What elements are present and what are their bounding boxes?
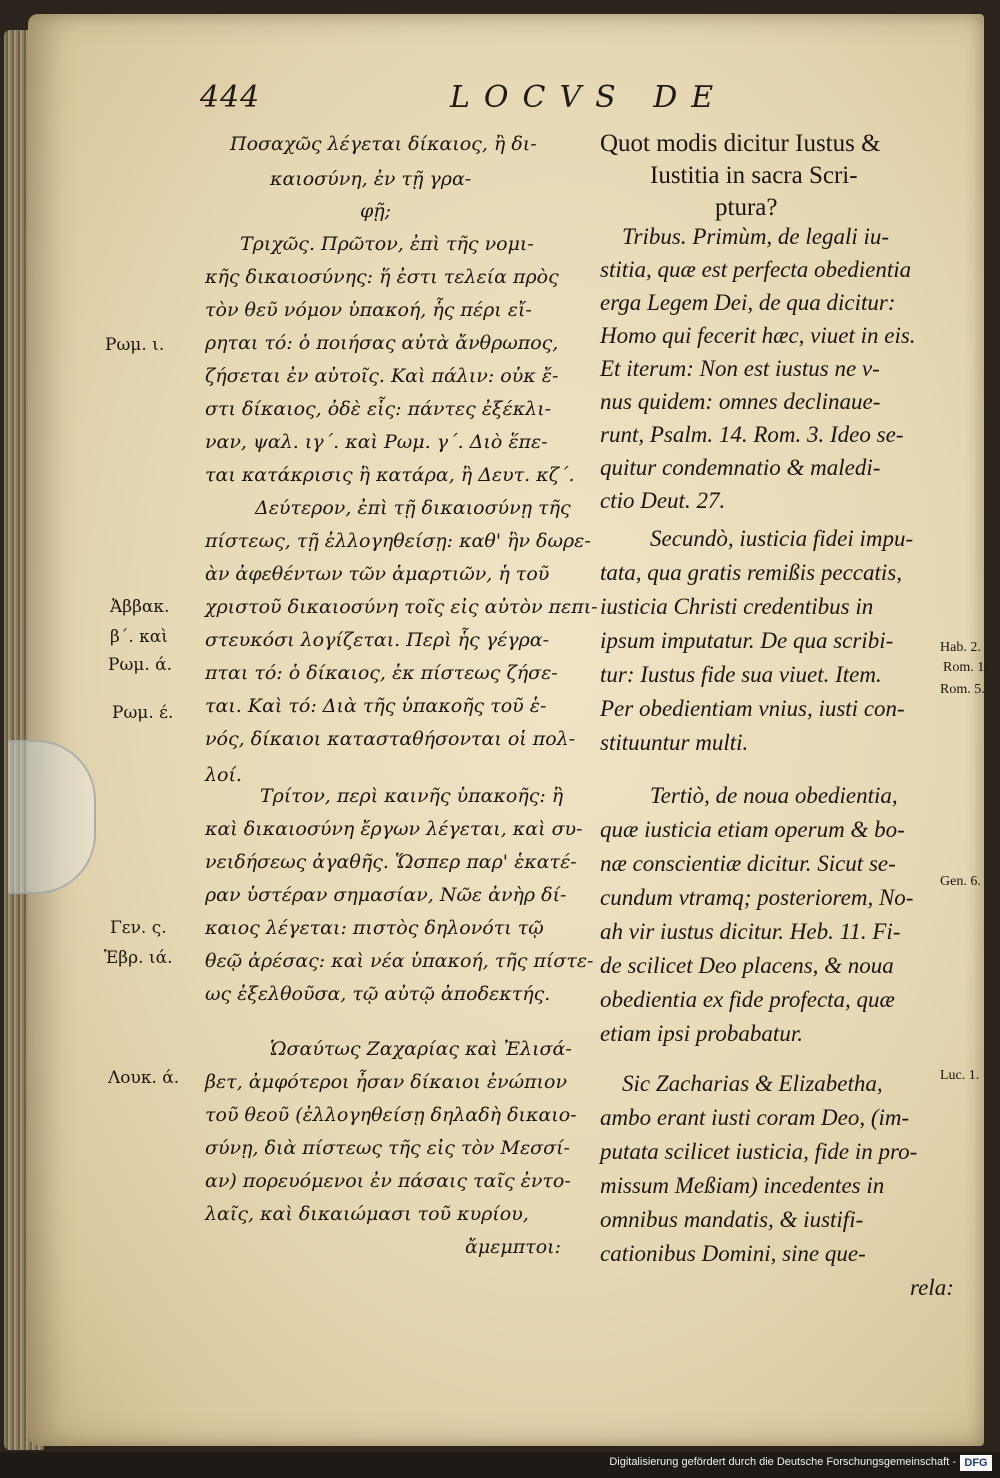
- greek-line: χριστοῦ δικαιοσύνη τοῖς εἰς αὐτὸν πεπι-: [205, 596, 598, 618]
- footer-credit: Digitalisierung gefördert durch die Deutsche Forschungsgemeinschaft -: [609, 1456, 956, 1468]
- greek-line: αν) πορευόμενοι ἐν πάσαις ταῖς ἐντο-: [205, 1170, 571, 1192]
- margin-note-left: Γεν. ς.: [110, 918, 167, 938]
- latin-line: ctio Deut. 27.: [600, 488, 726, 513]
- latin-line: quæ iusticia etiam operum & bo-: [600, 817, 905, 842]
- latin-line: Per obedientiam vnius, iusti con-: [600, 696, 905, 721]
- greek-line: ζήσεται ἐν αὐτοῖς. Καὶ πάλιν: οὐκ ἔ-: [205, 365, 559, 387]
- latin-line: cundum vtramq; posteriorem, No-: [600, 885, 914, 910]
- latin-line: runt, Psalm. 14. Rom. 3. Ideo se-: [600, 422, 904, 447]
- greek-line: ὰν ἀφεθέντων τῶν ἁμαρτιῶν, ἡ τοῦ: [205, 563, 550, 585]
- page-clip: [8, 740, 96, 894]
- latin-line: Tertiò, de noua obedientia,: [650, 783, 898, 808]
- greek-line: νός, δίκαιοι κατασταθήσονται οἱ πολ-: [205, 728, 576, 750]
- margin-note-left: Λουκ. ά.: [108, 1068, 180, 1088]
- greek-line: φῇ;: [360, 200, 392, 222]
- margin-note-left: β΄. καὶ: [110, 627, 168, 647]
- greek-line: ραν ὑστέραν σημασίαν, Νῶε ἀνὴρ δί-: [205, 884, 567, 906]
- margin-note-left: Ρωμ. έ.: [112, 703, 174, 723]
- latin-line: stituuntur multi.: [600, 730, 749, 755]
- margin-note-left: Ἀββακ.: [110, 597, 170, 617]
- latin-line: Homo qui fecerit hæc, viuet in eis.: [600, 323, 916, 348]
- section-heading: ptura?: [715, 194, 778, 221]
- greek-line: καὶ δικαιοσύνη ἔργων λέγεται, καὶ συ-: [205, 818, 583, 840]
- section-heading: Iustitia in sacra Scri-: [650, 162, 858, 189]
- latin-line: cationibus Domini, sine que-: [600, 1241, 866, 1266]
- latin-line: obedientia ex fide profecta, quæ: [600, 987, 895, 1012]
- greek-line: λοί.: [205, 764, 242, 786]
- greek-line: νειδήσεως ἀγαθῆς. Ὥσπερ παρ' ἑκατέ-: [205, 851, 577, 873]
- greek-line: Τριχῶς. Πρῶτον, ἐπὶ τῆς νομι-: [240, 233, 534, 255]
- margin-note-right: Hab. 2.: [940, 640, 981, 655]
- latin-line: tata, qua gratis remißis peccatis,: [600, 560, 902, 585]
- greek-line: καιοσύνη, ἐν τῇ γρα-: [270, 168, 472, 190]
- latin-line: quitur condemnatio & maledi-: [600, 455, 881, 480]
- running-head: [200, 80, 940, 120]
- latin-line: stitia, quæ est perfecta obedientia: [600, 257, 912, 282]
- margin-note-right: Luc. 1.: [940, 1068, 980, 1083]
- greek-line: τὸν θεῦ νόμον ὑπακοή, ἧς πέρι εἴ-: [205, 299, 532, 321]
- latin-line: rela:: [910, 1275, 954, 1300]
- greek-line: θεῷ ἀρέσας: καὶ νέα ὑπακοή, τῆς πίστε-: [205, 950, 594, 972]
- margin-note-right: Rom. 5.: [940, 682, 985, 697]
- greek-line: τοῦ θεοῦ (ἐλλογηθείσῃ δηλαδὴ δικαιο-: [205, 1104, 577, 1126]
- margin-note-right: Rom. 1.: [943, 660, 988, 675]
- greek-line: κῆς δικαιοσύνης: ἥ ἐστι τελεία πρὸς: [205, 266, 559, 288]
- greek-line: σύνῃ, διὰ πίστεως τῆς εἰς τὸν Μεσσί-: [205, 1137, 570, 1159]
- greek-line: πται τό: ὁ δίκαιος, ἐκ πίστεως ζήσε-: [205, 662, 558, 684]
- latin-line: Secundò, iusticia fidei impu-: [650, 526, 914, 551]
- running-title: LOCVS DE: [450, 80, 728, 115]
- greek-line: ρηται τό: ὁ ποιήσας αὐτὰ ἄνθρωπος,: [205, 332, 559, 354]
- latin-line: nus quidem: omnes declinaue-: [600, 389, 881, 414]
- latin-line: ah vir iustus dicitur. Heb. 11. Fi-: [600, 919, 901, 944]
- latin-line: putata scilicet iusticia, fide in pro-: [600, 1139, 918, 1164]
- latin-line: ipsum imputatur. De qua scribi-: [600, 628, 894, 653]
- greek-line: λαῖς, καὶ δικαιώμασι τοῦ κυρίου,: [205, 1203, 529, 1225]
- greek-line: πίστεως, τῇ ἐλλογηθείσῃ: καθ' ἣν δωρε-: [205, 530, 591, 552]
- margin-note-left: Ἑβρ. ιά.: [104, 948, 173, 968]
- latin-line: omnibus mandatis, & iustifi-: [600, 1207, 864, 1232]
- page-number: 444: [200, 80, 261, 115]
- dfg-logo: DFG: [960, 1455, 992, 1471]
- latin-line: Sic Zacharias & Elizabetha,: [622, 1071, 883, 1096]
- greek-line: Ποσαχῶς λέγεται δίκαιος, ἢ δι-: [230, 133, 537, 155]
- section-heading: Quot modis dicitur Iustus &: [600, 130, 881, 157]
- greek-line: στευκόσι λογίζεται. Περὶ ἧς γέγρα-: [205, 629, 550, 651]
- greek-line: Τρίτον, περὶ καινῆς ὑπακοῆς: ἣ: [260, 785, 564, 807]
- margin-note-right: Gen. 6.: [940, 874, 981, 889]
- latin-line: missum Meßiam) incedentes in: [600, 1173, 885, 1198]
- margin-note-left: Ρωμ. ά.: [108, 655, 173, 675]
- greek-line: στι δίκαιος, ὀδὲ εἷς: πάντες ἐξέκλι-: [205, 398, 552, 420]
- greek-line: ναν, ψαλ. ιγ΄. καὶ Ρωμ. γ΄. Διὸ ἕπε-: [205, 431, 548, 453]
- latin-line: iusticia Christi credentibus in: [600, 594, 874, 619]
- latin-line: erga Legem Dei, de qua dicitur:: [600, 290, 896, 315]
- greek-line: καιος λέγεται: πιστὸς δηλονότι τῷ: [205, 917, 544, 939]
- latin-line: tur: Iustus fide sua viuet. Item.: [600, 662, 882, 687]
- latin-line: ambo erant iusti coram Deo, (im-: [600, 1105, 910, 1130]
- greek-line: Δεύτερον, ἐπὶ τῇ δικαιοσύνῃ τῆς: [255, 497, 571, 519]
- greek-line: ἄμεμπτοι:: [465, 1236, 562, 1258]
- latin-line: næ conscientiæ dicitur. Sicut se-: [600, 851, 896, 876]
- latin-line: Et iterum: Non est iustus ne v-: [600, 356, 880, 381]
- greek-line: ται. Καὶ τό: Διὰ τῆς ὑπακοῆς τοῦ ἑ-: [205, 695, 547, 717]
- latin-line: Tribus. Primùm, de legali iu-: [622, 224, 890, 249]
- margin-note-left: Ρωμ. ι.: [105, 335, 165, 355]
- greek-line: ται κατάκρισις ἢ κατάρα, ἢ Δευτ. κζ΄.: [205, 464, 575, 486]
- latin-line: de scilicet Deo placens, & noua: [600, 953, 894, 978]
- latin-line: etiam ipsi probabatur.: [600, 1021, 803, 1046]
- greek-line: βετ, ἀμφότεροι ἦσαν δίκαιοι ἐνώπιον: [205, 1071, 567, 1093]
- greek-line: Ὡσαύτως Ζαχαρίας καὶ Ἐλισά-: [270, 1038, 572, 1060]
- greek-line: ως ἐξελθοῦσα, τῷ αὐτῷ ἀποδεκτής.: [205, 983, 551, 1005]
